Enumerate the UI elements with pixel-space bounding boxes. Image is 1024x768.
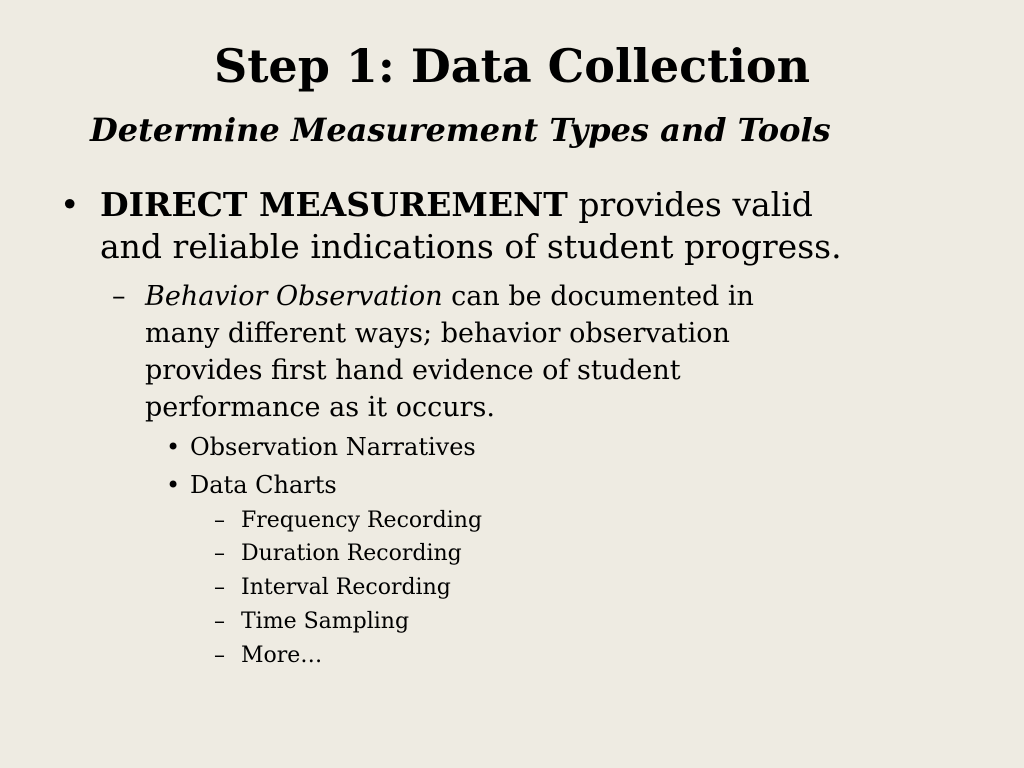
list-item-marker: – — [214, 575, 225, 600]
list-item-label: Data Charts — [190, 471, 337, 499]
list-item-frequency-recording — [214, 506, 483, 536]
list-item-marker: – — [214, 643, 225, 668]
list-item-label: Frequency Recording — [241, 508, 483, 533]
slide-subtitle: Determine Measurement Types and Tools — [90, 111, 831, 149]
sub-bullet-text-line4: performance as it occurs. — [145, 392, 495, 423]
sub-bullet-behavior-observation — [112, 278, 965, 426]
list-item-observation-narratives — [166, 431, 476, 463]
list-item-marker: • — [166, 433, 181, 461]
list-item-label: Time Sampling — [241, 609, 410, 634]
bullet-text-line1: provides valid — [567, 185, 813, 224]
list-item-time-sampling — [214, 607, 410, 637]
sub-bullet-marker: – — [112, 281, 126, 312]
sub-bullet-text-line1: can be documented in — [442, 281, 754, 312]
sub-bullet-text-line2: many different ways; behavior observation — [145, 318, 730, 349]
list-item-marker: • — [166, 471, 181, 499]
list-item-label: Interval Recording — [241, 575, 451, 600]
bullet-marker: • — [60, 185, 80, 224]
list-item-data-charts — [166, 469, 337, 501]
list-item-label: Duration Recording — [241, 541, 462, 566]
list-item-more — [214, 641, 323, 671]
list-item-marker: – — [214, 508, 225, 533]
slide-title: Step 1: Data Collection — [213, 39, 811, 93]
list-item-interval-recording — [214, 573, 451, 603]
sub-bullet-text-line3: provides first hand evidence of student — [145, 355, 681, 386]
list-item-marker: – — [214, 609, 225, 634]
list-item-label: Observation Narratives — [190, 433, 476, 461]
bullet-bold-text: DIRECT MEASUREMENT — [100, 185, 568, 224]
bullet-direct-measurement — [60, 184, 980, 268]
list-item-label: More… — [241, 643, 323, 668]
bullet-text-line2: and reliable indications of student progress. — [100, 227, 842, 266]
list-item-marker: – — [214, 541, 225, 566]
sub-bullet-italic-text: Behavior Observation — [145, 281, 443, 312]
list-item-duration-recording — [214, 539, 462, 569]
